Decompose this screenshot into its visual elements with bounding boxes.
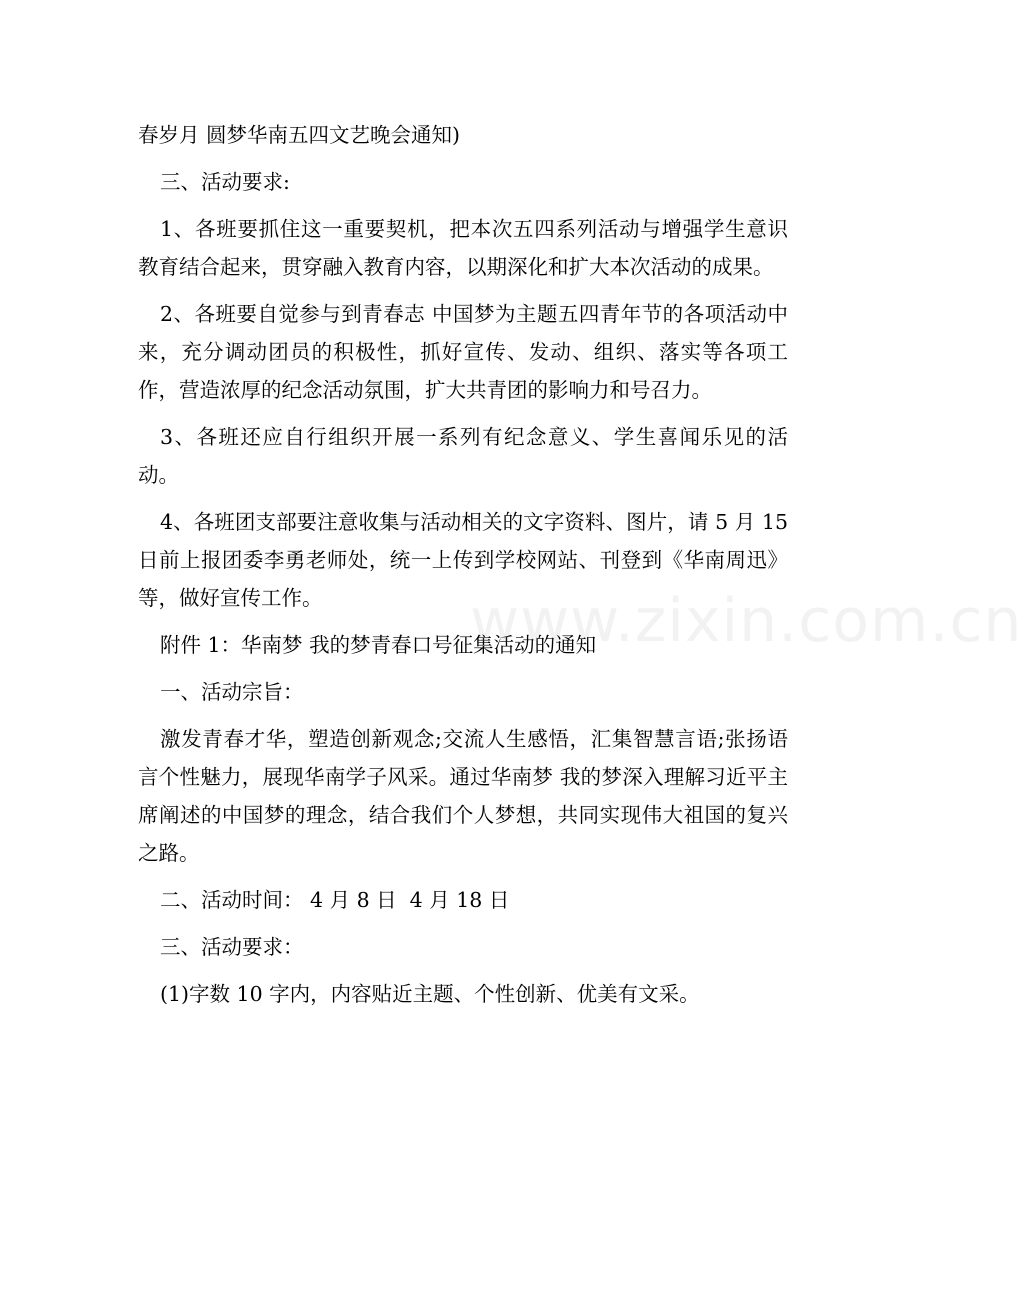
requirement-item-4: 4、各班团支部要注意收集与活动相关的文字资料、图片，请 5 月 15 日前上报团委李勇老师处，统一上传到学校网站、刊登到《华南周迅》等，做好宣传工作。 [138,510,795,610]
section-heading-purpose: 一、活动宗旨： [160,680,304,704]
requirement-item-3: 3、各班还应自行组织开展一系列有纪念意义、学生喜闻乐见的活动。 [138,425,788,487]
purpose-paragraph: 激发青春才华，塑造创新观念;交流人生感悟，汇集智慧言语;张扬语言个性魅力，展现华南学子风采。通过华南梦 我的梦深入理解习近平主席阐述的中国梦的理念，结合我们个人梦想，共同实现伟大祖国的复兴之路。 [138,727,788,865]
requirement-item-1: 1、各班要抓住这一重要契机，把本次五四系列活动与增强学生意识教育结合起来，贯穿融入教育内容，以期深化和扩大本次活动的成果。 [138,217,788,279]
document-body [138,116,795,1022]
watermark: www.zixin.com.cn [470,586,1022,656]
requirement-item-2: 2、各班要自觉参与到青春志 中国梦为主题五四青年节的各项活动中来，充分调动团员的积极性，抓好宣传、发动、组织、落实等各项工作，营造浓厚的纪念活动氛围，扩大共青团的影响力和号召力。 [138,302,788,402]
section-heading-requirements-2: 三、活动要求： [160,935,304,959]
section-heading-time: 二、活动时间： 4 月 8 日 4 月 18 日 [160,888,510,912]
attachment-title: 附件 1：华南梦 我的梦青春口号征集活动的通知 [160,633,597,657]
paragraph-continuation: 春岁月 圆梦华南五四文艺晚会通知) [138,123,461,147]
requirement-word-limit: (1)字数 10 字内，内容贴近主题、个性创新、优美有文采。 [160,982,700,1006]
section-heading-requirements: 三、活动要求: [160,170,290,194]
